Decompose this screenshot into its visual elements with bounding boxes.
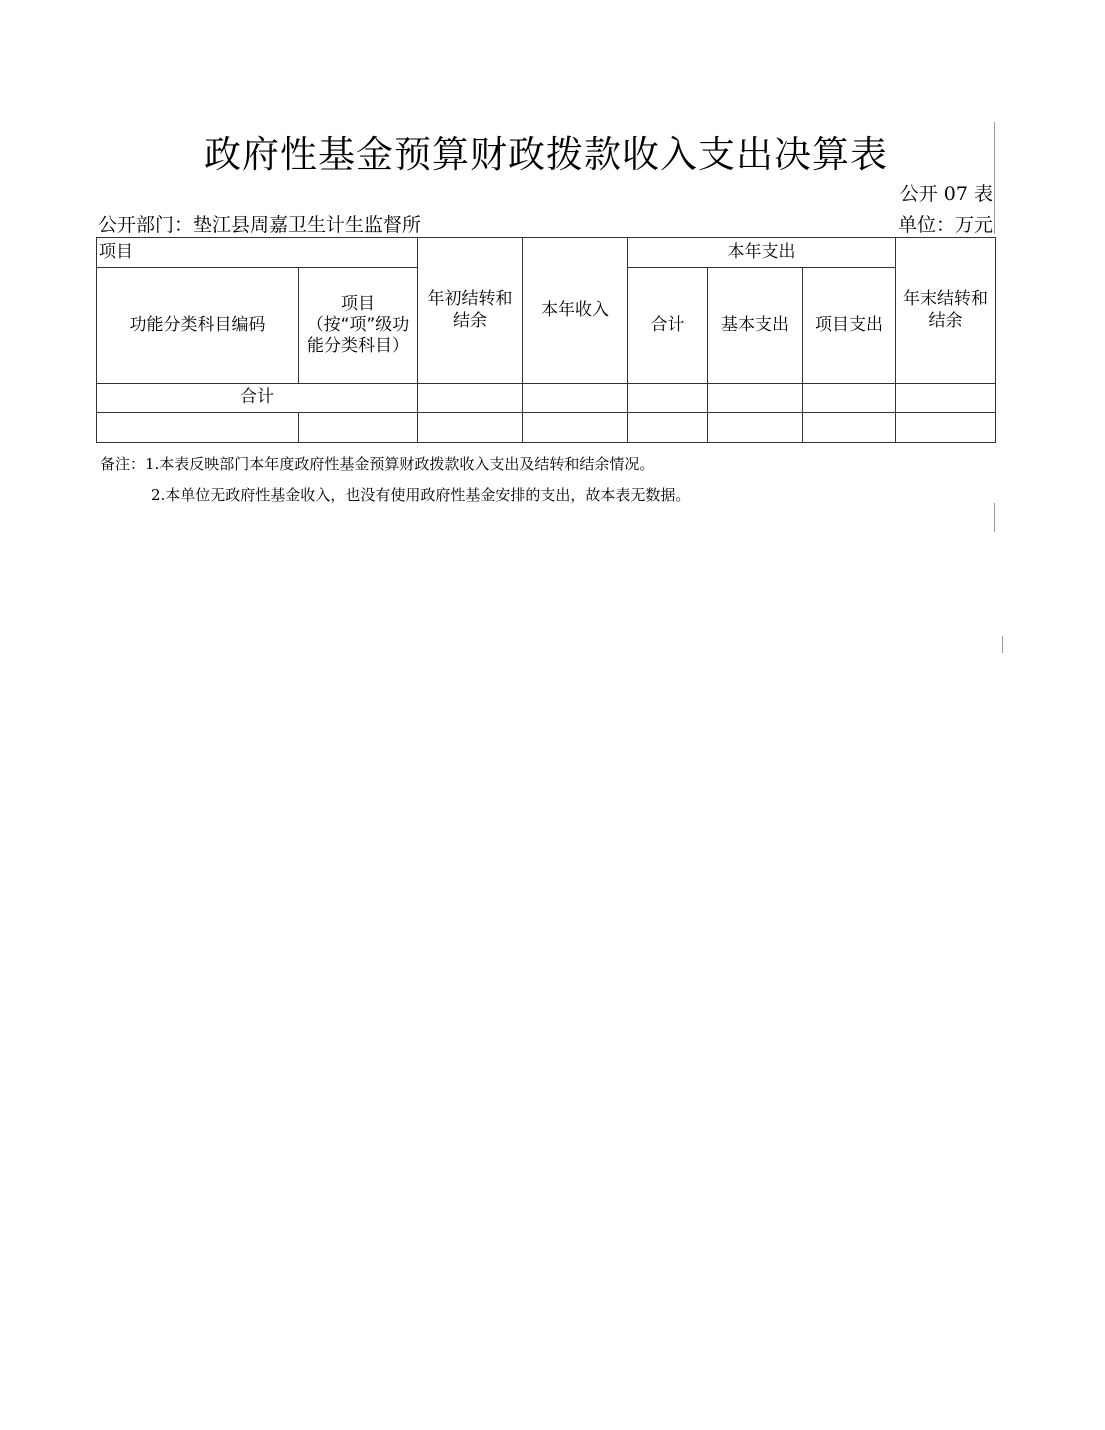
table-cell <box>803 413 896 443</box>
header-expense-basic: 基本支出 <box>708 268 803 384</box>
table-cell <box>523 413 628 443</box>
note-line-2: 2.本单位无政府性基金收入，也没有使用政府性基金安排的支出，故本表无数据。 <box>151 486 691 504</box>
table-cell <box>708 413 803 443</box>
table-cell <box>418 413 523 443</box>
header-func-code: 功能分类科目编码 <box>97 268 299 384</box>
page-title: 政府性基金预算财政拨款收入支出决算表 <box>204 133 888 176</box>
table-cell <box>299 413 418 443</box>
header-expense-group: 本年支出 <box>628 238 896 268</box>
table-cell <box>803 384 896 413</box>
note-line-1: 备注：1.本表反映部门本年度政府性基金预算财政拨款收入支出及结转和结余情况。 <box>100 455 655 473</box>
header-expense-project: 项目支出 <box>803 268 896 384</box>
table-row-total <box>97 384 996 413</box>
table-cell <box>628 384 708 413</box>
table-cell <box>896 384 996 413</box>
header-income: 本年收入 <box>523 238 628 384</box>
header-begin-balance: 年初结转和结余 <box>418 238 523 384</box>
table-cell <box>896 413 996 443</box>
header-expense-total: 合计 <box>628 268 708 384</box>
unit-label: 单位：万元 <box>897 214 993 236</box>
table-cell <box>418 384 523 413</box>
table-cell <box>97 413 299 443</box>
header-end-balance: 年末结转和结余 <box>896 238 996 384</box>
budget-table <box>96 237 996 443</box>
table-row <box>97 413 996 443</box>
table-cell <box>708 384 803 413</box>
table-cell <box>628 413 708 443</box>
header-item: 项目（按“项”级功能分类科目） <box>299 268 418 384</box>
page-edge-marker <box>994 122 995 234</box>
department-label: 公开部门：垫江县周嘉卫生计生监督所 <box>98 214 422 236</box>
header-project: 项目 <box>97 238 418 268</box>
total-label: 合计 <box>97 384 418 413</box>
page-edge-marker <box>994 503 995 532</box>
form-code: 公开 07 表 <box>899 183 993 205</box>
table-cell <box>523 384 628 413</box>
page-edge-marker <box>1002 636 1003 653</box>
notes <box>100 449 690 511</box>
